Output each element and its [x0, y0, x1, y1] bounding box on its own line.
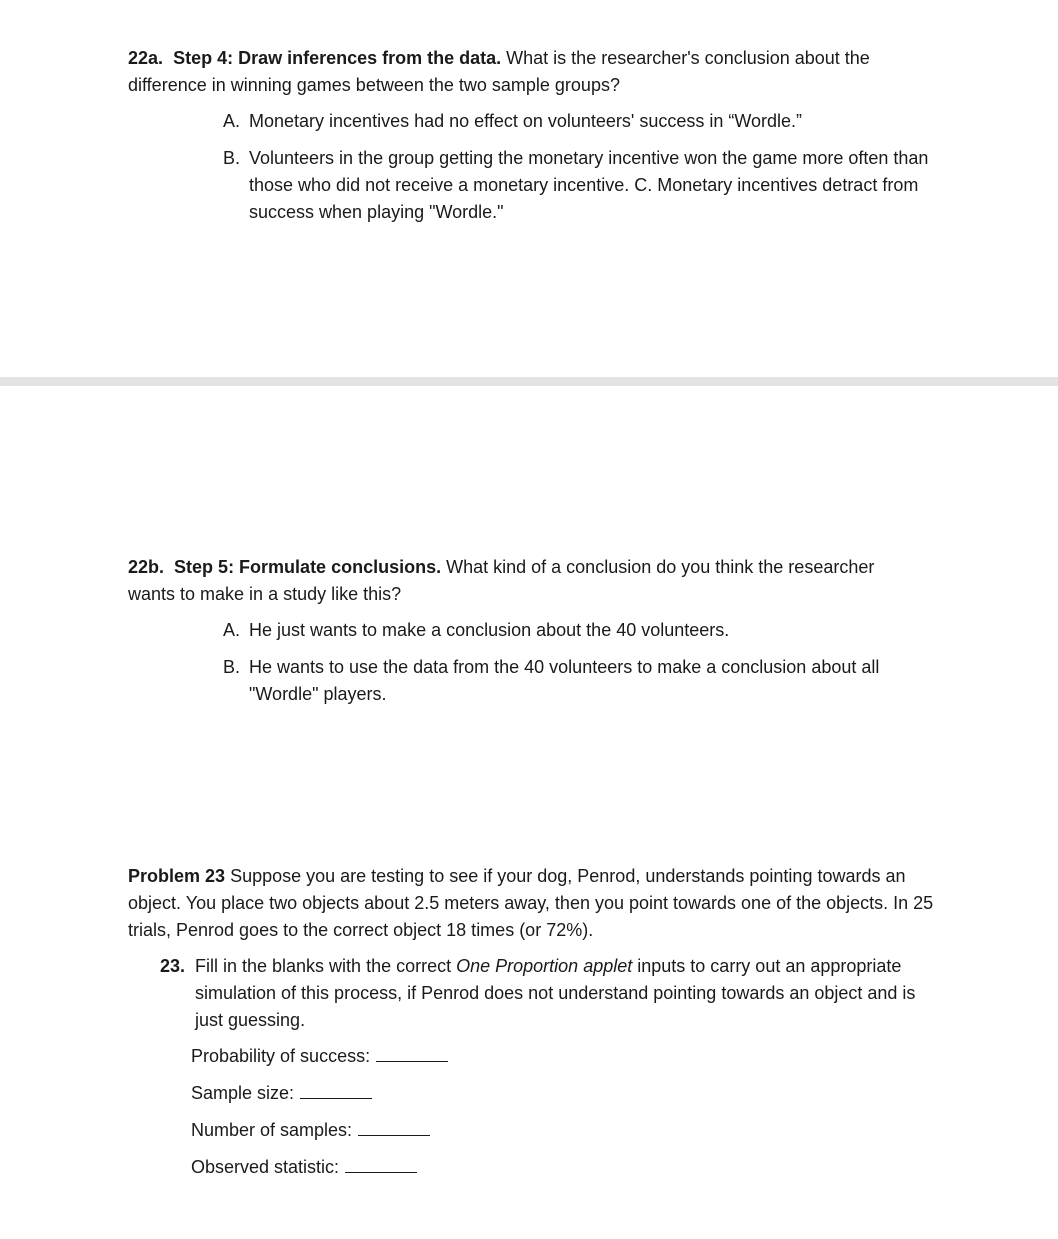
option-letter: B. — [223, 148, 241, 168]
question-22b-label: 22b. — [128, 557, 165, 577]
question-23 — [160, 953, 948, 1034]
page-top — [0, 0, 1058, 377]
problem-23-text: Suppose you are testing to see if your dog, Penrod, understands pointing towards an object. You place two objects about 2.5 meters away, then you point towards one of the objects. In 25 trials, Penrod goes to the correct object 18 times (or 72%). — [128, 866, 934, 940]
question-23-number: 23. — [160, 956, 186, 976]
question-22a-text-2: difference in winning games between the two sample groups? — [128, 75, 620, 95]
page-bottom — [0, 386, 1058, 1239]
question-23-text-after: inputs to carry out an appropriate simulation of this process, if Penrod does not understand pointing towards an object and is just guessing. — [195, 956, 916, 1030]
option-text: Monetary incentives had no effect on volunteers' success in “Wordle.” — [249, 111, 803, 131]
question-22b-options — [128, 617, 948, 708]
blank-label: Observed statistic: — [191, 1157, 340, 1177]
question-22b-text-1: What kind of a conclusion do you think the researcher — [446, 557, 875, 577]
question-23-text-before: Fill in the blanks with the correct — [195, 956, 452, 976]
blank-label: Sample size: — [191, 1083, 295, 1103]
probability-of-success-blank[interactable] — [376, 1043, 448, 1062]
question-22a-text-1: What is the researcher's conclusion about the — [506, 48, 870, 68]
question-22a-prompt — [128, 45, 948, 99]
blank-number-of-samples — [191, 1117, 948, 1144]
option-text: Volunteers in the group getting the monetary incentive won the game more often than those who did not receive a monetary incentive. C. Monetary incentives detract from success when playing "Wordle." — [249, 148, 929, 222]
problem-23-intro — [128, 863, 948, 944]
question-22b — [128, 554, 948, 718]
option-letter: A. — [223, 620, 241, 640]
blank-label: Number of samples: — [191, 1120, 353, 1140]
blank-probability-of-success — [191, 1043, 948, 1070]
option-letter: A. — [223, 111, 241, 131]
question-22b-prompt — [128, 554, 948, 608]
question-22b-option-a[interactable] — [223, 617, 948, 644]
number-of-samples-blank[interactable] — [358, 1117, 430, 1136]
question-23-blanks — [191, 1043, 948, 1181]
observed-statistic-blank[interactable] — [345, 1154, 417, 1173]
question-22b-step: Step 5: Formulate conclusions. — [174, 557, 442, 577]
page-divider — [0, 377, 1058, 386]
option-letter: B. — [223, 657, 241, 677]
blank-sample-size — [191, 1080, 948, 1107]
blank-observed-statistic — [191, 1154, 948, 1181]
question-22a-option-b[interactable] — [223, 145, 948, 226]
question-22b-option-b[interactable] — [223, 654, 948, 708]
question-22a — [128, 45, 948, 236]
question-23-applet-name: One Proportion applet — [456, 956, 633, 976]
question-22a-options — [128, 108, 948, 226]
problem-23 — [128, 863, 948, 1191]
sample-size-blank[interactable] — [300, 1080, 372, 1099]
question-22b-text-2: wants to make in a study like this? — [128, 584, 402, 604]
question-22a-option-a[interactable] — [223, 108, 948, 135]
question-22a-step: Step 4: Draw inferences from the data. — [173, 48, 502, 68]
blank-label: Probability of success: — [191, 1046, 371, 1066]
problem-23-label: Problem 23 — [128, 866, 226, 886]
option-text: He wants to use the data from the 40 volunteers to make a conclusion about all "Wordle" players. — [249, 657, 880, 704]
question-22a-label: 22a. — [128, 48, 164, 68]
option-text: He just wants to make a conclusion about the 40 volunteers. — [249, 620, 730, 640]
